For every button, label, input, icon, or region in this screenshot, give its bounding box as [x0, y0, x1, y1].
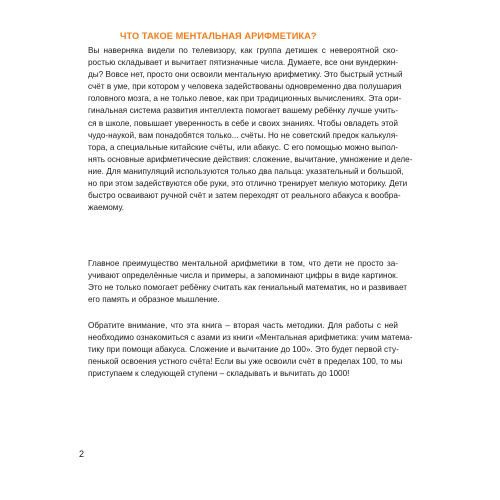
text-line: учивают определённые числа и примеры, а запоминают цифры в виде картинок. [88, 271, 398, 281]
text-line: гинальная система развития интеллекта помогает вашему ребёнку лучше учить- [88, 106, 398, 116]
text-line: тора, а специальные китайские счёты, или абакус. С его помощью можно выпол- [88, 142, 398, 152]
paragraph-intro [88, 45, 413, 214]
text-line: нять основные арифметические действия: сложение, вычитание, умножение и деле- [88, 154, 413, 164]
text-line: быстро осваивают ручной счёт и затем переходят от реального абакуса к вообра- [88, 191, 401, 201]
text-line: Это не только помогает ребёнку считать как гениальный математик, но и развивает [88, 283, 407, 293]
text-line: пенькой освоения устного счёта! Если вы уже освоили счёт в пределах 100, то мы [88, 357, 403, 367]
text-line: чудо-наукой, вам понадобятся только... счёты. Но не советский предок калькуля- [88, 130, 398, 140]
section-heading: ЧТО ТАКОЕ МЕНТАЛЬНАЯ АРИФМЕТИКА? [120, 31, 317, 41]
text-line: ростью складывает и вычитает пятизначные числа. Думаете, все они вундеркин- [88, 58, 398, 68]
text-line: Главное преимущество ментальной арифметики в том, что дети не просто за- [88, 259, 398, 268]
paragraph-notice [88, 320, 413, 380]
text-line: ся в школе, повышает уверенность в себе и своих знаниях. Чтобы овладеть этой [88, 118, 398, 128]
text-line: ды? Вовсе нет, просто они освоили ментальную арифметику. Это быстрый устный [88, 70, 403, 80]
text-line: но при этом задействуются обе руки, это отлично тренирует мелкую моторику. Дети [88, 179, 408, 189]
page-number: 2 [79, 449, 85, 459]
text-line: жаемому. [88, 203, 125, 213]
text-line: приступаем к следующей ступени – складывать и вычитать до 1000! [88, 369, 350, 379]
text-line: необходимо ознакомиться с азами из книги «Ментальная арифметика: учим матема- [88, 333, 413, 343]
text-line: головного мозга, а не только левое, как при традиционных вычислениях. Эта ори- [88, 94, 402, 104]
text-line: ние. Для манипуляций используются только два пальца: указательный и большой, [88, 166, 404, 176]
text-line: тику при помощи абакуса. Сложение и вычитание до 100». Это будет первой сту- [88, 345, 399, 355]
paragraph-advantage [88, 258, 407, 306]
text-line: Обратите внимание, что эта книга – вторая часть методики. Для работы с ней [88, 321, 398, 330]
text-line: Вы наверняка видели по телевизору, как группа детишек с невероятной ско- [88, 46, 398, 55]
text-line: счёт в уме, при котором у человека задействованы одновременно два полушария [88, 82, 402, 92]
text-line: его память и образное мышление. [88, 295, 220, 305]
